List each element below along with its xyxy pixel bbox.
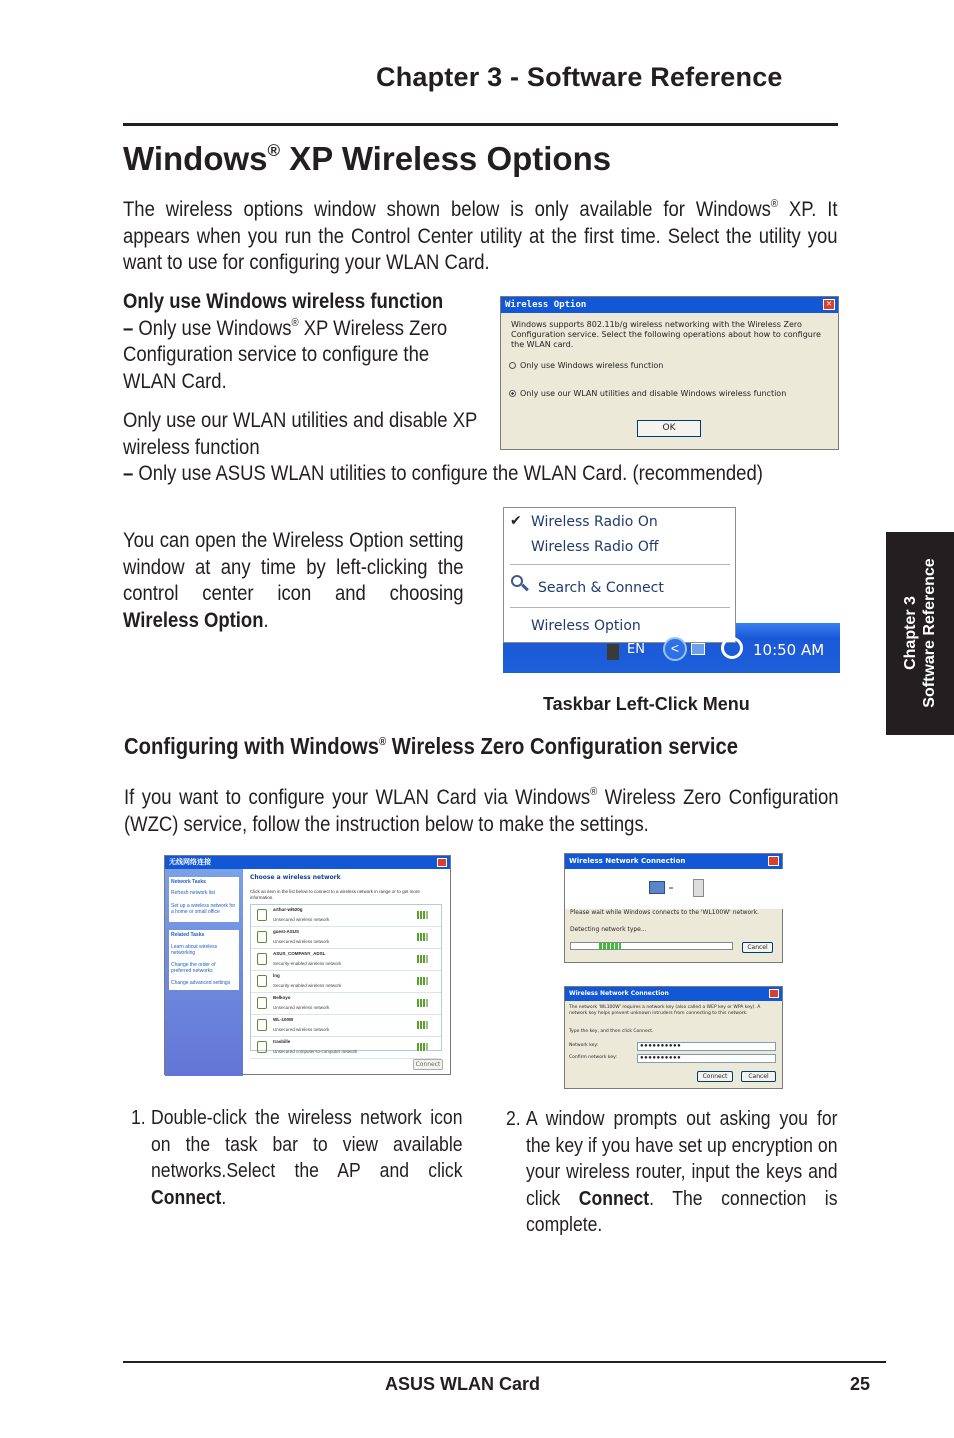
network-heading: Choose a wireless network <box>250 874 341 881</box>
taskbar-menu-screenshot <box>503 507 840 673</box>
network-name: trasbille <box>273 1039 291 1044</box>
network-name: guest-ASUS <box>273 929 300 934</box>
signal-strength-icon <box>417 911 429 919</box>
connecting-title: Wireless Network Connection <box>569 857 686 865</box>
control-center-icon[interactable] <box>721 637 743 659</box>
network-icon[interactable] <box>691 643 705 655</box>
network-name: WL-100W <box>273 1017 294 1022</box>
open-tip <box>123 528 464 634</box>
network-key-label: Network key: <box>569 1043 599 1048</box>
network-row[interactable] <box>251 971 441 993</box>
menu-item-radio-on[interactable]: Wireless Radio On <box>531 514 658 530</box>
task-setup[interactable]: Set up a wireless network for a home or small office <box>171 903 236 915</box>
key-message: The network 'WL100W' requires a network key (also called a WEP key or WPA key). A network key helps prevent unknown intruders from connecting to this network. <box>569 1005 761 1016</box>
side-tab-text <box>901 558 939 707</box>
computer-icon <box>649 881 665 894</box>
footer-rule <box>123 1361 886 1363</box>
wireless-network-icon <box>257 975 267 987</box>
network-status: Unsecured wireless network <box>273 939 330 944</box>
wzc-heading <box>124 733 738 760</box>
wzc-heading-post: Wireless Zero Configuration service <box>386 733 739 759</box>
dialog-radio-2[interactable] <box>509 389 786 398</box>
network-row[interactable] <box>251 905 441 927</box>
radio-selected-icon <box>509 390 516 397</box>
signal-strength-icon <box>417 1021 429 1029</box>
footer-product: ASUS WLAN Card <box>385 1374 541 1394</box>
title-post: XP Wireless Options <box>280 140 612 177</box>
option1-block <box>123 289 479 395</box>
key-title: Wireless Network Connection <box>569 990 669 997</box>
step1-end: . <box>221 1186 227 1209</box>
network-list-window <box>164 855 451 1075</box>
step2-end: . The connection is complete. <box>526 1187 838 1236</box>
open-tip-bold: Wireless Option <box>123 608 264 632</box>
option1-text-1: Only use Windows <box>133 316 292 340</box>
network-tasks-box <box>169 877 239 922</box>
key-instruction: Type the key, and then click Connect. <box>569 1029 654 1034</box>
network-name: ASUS_COMPANY_ADSL <box>273 951 326 956</box>
context-menu <box>503 507 736 643</box>
close-icon[interactable] <box>437 858 447 867</box>
network-row[interactable] <box>251 949 441 971</box>
option2-text: Only use ASUS WLAN utilities to configure the WLAN Card. (recommended) <box>133 462 763 485</box>
related-order[interactable]: Change the order of preferred networks <box>171 962 216 974</box>
radio-2-label: Only use our WLAN utilities and disable Windows wireless function <box>520 389 787 398</box>
network-row[interactable] <box>251 993 441 1015</box>
menu-divider <box>510 607 730 608</box>
router-icon <box>693 879 704 897</box>
menu-divider <box>510 564 730 565</box>
intro-paragraph <box>123 197 838 277</box>
network-name: arthur-wl520g <box>273 907 303 912</box>
wzc-intro-reg: ® <box>590 786 598 798</box>
step2-body: A window prompts out asking you for the key if you have set up encryption on your wireless router, input the keys and click <box>526 1108 838 1210</box>
network-row[interactable] <box>251 927 441 949</box>
intro-reg: ® <box>770 198 778 210</box>
option1-reg: ® <box>291 316 299 329</box>
wzc-intro-2: Wireless Zero Configuration (WZC) service, follow the instruction below to make the settings. <box>124 786 839 836</box>
network-status: Security-enabled wireless network <box>273 983 342 988</box>
network-key-window <box>564 986 783 1089</box>
menu-item-radio-off[interactable]: Wireless Radio Off <box>531 539 659 555</box>
connecting-status: Detecting network type... <box>570 926 647 933</box>
connecting-message: Please wait while Windows connects to the 'WL100W' network. <box>570 909 759 916</box>
wzc-intro-1: If you want to configure your WLAN Card via Windows <box>124 786 591 809</box>
network-window-titlebar <box>165 856 450 869</box>
related-tasks-header: Related Tasks <box>171 932 205 938</box>
open-tip-end: . <box>263 608 269 632</box>
wzc-heading-reg: ® <box>379 736 387 748</box>
network-status: Unsecured wireless network <box>273 917 330 922</box>
key-titlebar <box>565 987 782 1001</box>
ok-button[interactable]: OK <box>637 420 701 437</box>
language-indicator[interactable]: EN <box>627 642 645 657</box>
wzc-heading-pre: Configuring with Windows <box>124 733 380 759</box>
network-status: Security-enabled wireless network <box>273 961 342 966</box>
task-refresh[interactable]: Refresh network list <box>171 890 215 896</box>
title-reg: ® <box>267 141 281 160</box>
related-advanced[interactable]: Change advanced settings <box>171 980 231 986</box>
wireless-network-icon <box>257 953 267 965</box>
network-name: Belkoyo <box>273 995 291 1000</box>
signal-strength-icon <box>417 1043 429 1051</box>
connecting-banner <box>565 869 784 909</box>
network-key-input[interactable]: ●●●●●●●●●● <box>637 1042 776 1051</box>
option1-dash: – <box>123 316 134 340</box>
dialog-title: Wireless Option <box>505 300 587 310</box>
close-icon[interactable]: ✕ <box>823 299 835 310</box>
dialog-titlebar <box>501 297 838 313</box>
related-learn[interactable]: Learn about wireless networking <box>171 944 218 956</box>
option2-desc <box>123 461 840 488</box>
radio-icon <box>509 362 516 369</box>
chapter-side-tab <box>886 532 954 735</box>
network-status: Unsecured wireless network <box>273 1005 330 1010</box>
progress-bar <box>570 942 733 950</box>
wireless-network-icon <box>257 997 267 1009</box>
chapter-header: Chapter 3 - Software Reference <box>376 62 783 92</box>
confirm-key-label: Confirm network key: <box>569 1055 617 1060</box>
header-rule <box>123 123 838 126</box>
title-pre: Windows <box>123 140 268 177</box>
option1-heading: Only use Windows wireless function <box>123 290 444 313</box>
step2-number: 2. <box>506 1108 521 1130</box>
side-tab-line1: Chapter 3 <box>902 596 919 670</box>
network-list <box>250 904 442 1054</box>
related-tasks-box <box>169 930 239 990</box>
signal-strength-icon <box>417 999 429 1007</box>
page-title <box>123 140 611 178</box>
option1-text-2: XP Wireless Zero Configuration service to configure the WLAN Card. <box>123 316 448 393</box>
open-tip-text: You can open the Wireless Option setting window at any time by left-clicking the control center icon and choosing <box>123 529 464 605</box>
menu-item-search-connect[interactable]: Search & Connect <box>538 580 664 596</box>
menu-item-wireless-option[interactable]: Wireless Option <box>531 618 641 634</box>
connect-button[interactable]: Connect <box>413 1059 443 1070</box>
step1-number: 1. <box>131 1107 146 1129</box>
connecting-titlebar <box>565 854 782 869</box>
dots-icon <box>669 887 673 889</box>
wireless-network-icon <box>257 1019 267 1031</box>
cancel-button[interactable]: Cancel <box>741 1071 776 1082</box>
wireless-network-icon <box>257 909 267 921</box>
dialog-radio-1[interactable] <box>509 361 663 370</box>
clock: 10:50 AM <box>753 641 825 659</box>
wireless-option-dialog <box>500 296 839 450</box>
signal-strength-icon <box>417 977 429 985</box>
chevron-left-icon[interactable]: < <box>663 637 687 661</box>
close-icon[interactable] <box>768 856 779 866</box>
progress-fill <box>599 943 621 949</box>
option2-dash: – <box>123 462 134 485</box>
network-status: Unsecured wireless network <box>273 1027 330 1032</box>
network-status: Unsecured computer-to-computer network <box>273 1049 358 1054</box>
step2-text <box>526 1106 838 1239</box>
network-desc: Click an item in the list below to connect to a wireless network in range or to get more information. <box>250 889 420 900</box>
radio-1-label: Only use Windows wireless function <box>520 361 664 370</box>
wireless-network-icon <box>257 931 267 943</box>
signal-strength-icon <box>417 955 429 963</box>
task-pane <box>165 869 243 1076</box>
network-window-title: 无线网络连接 <box>169 858 211 866</box>
network-row[interactable] <box>251 1037 441 1059</box>
close-icon[interactable] <box>769 989 779 998</box>
check-icon: ✔ <box>510 513 522 529</box>
intro-text-1: The wireless options window shown below is only available for Windows <box>123 198 771 221</box>
signal-strength-icon <box>417 933 429 941</box>
dialog-message: Windows supports 802.11b/g wireless networking with the Wireless Zero Configuration service. Select the following operations about how to configure the WLAN card. <box>511 320 821 349</box>
page-number: 25 <box>850 1374 871 1394</box>
confirm-key-input[interactable]: ●●●●●●●●●● <box>637 1054 776 1063</box>
connecting-window <box>564 853 783 963</box>
connect-button[interactable]: Connect <box>697 1071 733 1082</box>
intro-text-2: XP. It appears when you run the Control Center utility at the first time. Select the utility you want to use for configuring your WLAN Card. <box>123 198 838 274</box>
network-name: lng <box>273 973 280 978</box>
option2-heading: Only use our WLAN utilities and disable XP wireless function <box>123 409 478 459</box>
step2-bold: Connect <box>578 1187 650 1210</box>
side-tab-line2: Software Reference <box>921 558 938 708</box>
network-row[interactable] <box>251 1015 441 1037</box>
step1-bold: Connect <box>151 1186 222 1209</box>
step1-body: Double-click the wireless network icon on the task bar to view available networks.Select the AP and click <box>151 1107 463 1182</box>
menu-caption: Taskbar Left-Click Menu <box>543 694 750 714</box>
wireless-network-icon <box>257 1041 267 1053</box>
step1-text <box>151 1105 463 1211</box>
taskbar-icon <box>607 644 619 660</box>
search-icon-handle <box>521 584 529 592</box>
cancel-button[interactable]: Cancel <box>742 942 773 953</box>
network-tasks-header: Network Tasks <box>171 879 206 885</box>
wzc-intro <box>124 785 839 838</box>
